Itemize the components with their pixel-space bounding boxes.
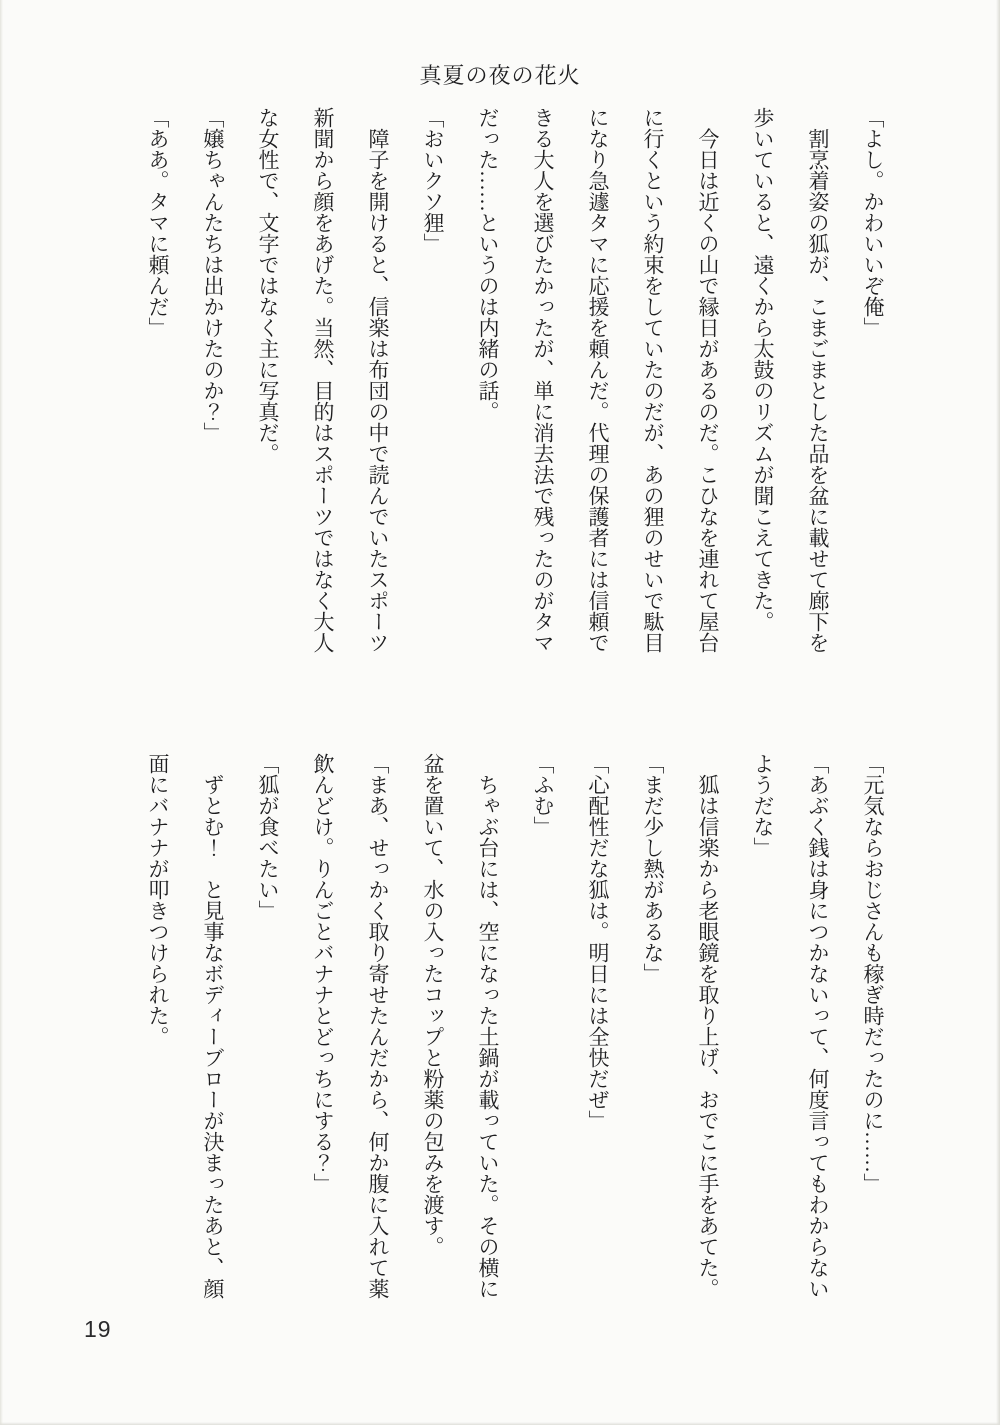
narrative-paragraph: ずとむ！ と見事なボディーブローが決まったあと、顔面にバナナが叩きつけられた。 [146, 753, 225, 1299]
dialogue-line: 「ああ。タマに頼んだ」 [146, 107, 170, 338]
dialogue-line: 「嬢ちゃんたちは出かけたのか？」 [201, 107, 225, 443]
dialogue-line: 「まあ、せっかく取り寄せたんだから、何か腹に入れて薬飲んどけ。りんごとバナナとどっちにする？」 [311, 753, 390, 1299]
narrative-paragraph: 障子を開けると、信楽は布団の中で読んでいたスポーツ新聞から顔をあげた。当然、目的はスポーツではなく大人な女性で、文字ではなく主に写真だ。 [256, 107, 390, 653]
scan-edge-shadow-left [0, 0, 3, 1425]
narrative-paragraph: 狐は信楽から老眼鏡を取り上げ、おでこに手をあてた。 [696, 774, 720, 1299]
dialogue-line: 「おいクソ狸」 [421, 107, 445, 254]
narrative-paragraph: 今日は近くの山で縁日があるのだ。こひなを連れて屋台に行くという約束をしていたのだが、あの狸のせいで駄目になり急遽タマに応援を頼んだ。代理の保護者には信頼できる大人を選びたかったが、単に消去法で残ったのがタマだった……というのは内緒の話。 [476, 107, 720, 653]
dialogue-line: 「まだ少し熱があるな」 [641, 753, 665, 984]
lower-text-block [130, 753, 900, 1303]
upper-text-block [130, 107, 900, 657]
narrative-paragraph: ちゃぶ台には、空になった土鍋が載っていた。その横に盆を置いて、水の入ったコップと粉薬の包みを渡す。 [421, 753, 500, 1299]
page-title: 真夏の夜の花火 [419, 62, 581, 88]
dialogue-line: 「心配性だな狐は。明日には全快だぜ」 [586, 753, 610, 1131]
dialogue-line: 「元気ならおじさんも稼ぎ時だったのに……」 [861, 753, 885, 1194]
page-number: 19 [84, 1316, 112, 1342]
dialogue-line: 「ふむ」 [531, 753, 555, 837]
dialogue-line: 「狐が食べたい」 [256, 753, 280, 921]
narrative-paragraph: 割烹着姿の狐が、こまごまとした品を盆に載せて廊下を歩いていると、遠くから太鼓のリズムが聞こえてきた。 [751, 107, 830, 653]
scan-edge-shadow-right [996, 0, 1000, 1425]
dialogue-line: 「よし。かわいいぞ俺」 [861, 107, 885, 338]
dialogue-line: 「あぶく銭は身につかないって、何度言ってもわからないようだな」 [751, 753, 830, 1299]
